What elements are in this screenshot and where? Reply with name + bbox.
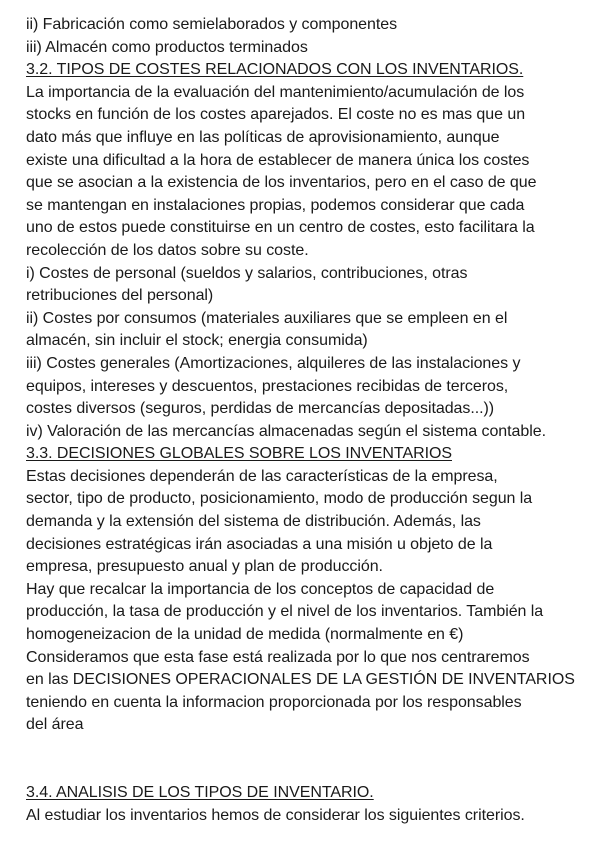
paragraph-line: homogeneizacion de la unidad de medida (normalmente en €) (26, 626, 464, 644)
paragraph-line: dato más que influye en las políticas de aprovisionamiento, aunque (26, 128, 500, 146)
list-item-line: retribuciones del personal) (26, 287, 214, 305)
paragraph-line: se mantengan en instalaciones propias, podemos considerar que cada (26, 196, 525, 214)
list-item-line: almacén, sin incluir el stock; energia consumida) (26, 332, 368, 350)
list-item-line: iii) Costes generales (Amortizaciones, alquileres de las instalaciones y (26, 354, 521, 372)
list-item-line: ii) Costes por consumos (materiales auxiliares que se empleen en el (26, 309, 508, 327)
paragraph-line: demanda y la extensión del sistema de distribución. Además, las (26, 513, 481, 531)
list-item-line: equipos, intereses y descuentos, prestaciones recibidas de terceros, (26, 377, 509, 395)
paragraph-line: Estas decisiones dependerán de las características de la empresa, (26, 467, 498, 485)
paragraph-line: Hay que recalcar la importancia de los conceptos de capacidad de (26, 580, 495, 598)
paragraph-line: sector, tipo de producto, posicionamiento, modo de producción segun la (26, 490, 533, 508)
document-page (26, 14, 592, 827)
section-heading-3-2: 3.2. TIPOS DE COSTES RELACIONADOS CON LOS INVENTARIOS. (26, 61, 524, 79)
paragraph-line: uno de estos puede constituirse en un centro de costes, esto facilitara la (26, 219, 535, 237)
intro-item: ii) Fabricación como semielaborados y componentes (26, 16, 398, 33)
paragraph-line: recolección de los datos sobre su coste. (26, 241, 309, 259)
list-item-line: iv) Valoración de las mercancías almacenadas según el sistema contable. (26, 422, 546, 440)
paragraph-line: del área (26, 716, 84, 734)
paragraph-line: producción, la tasa de producción y el nivel de los inventarios. También la (26, 603, 544, 621)
list-item-line: costes diversos (seguros, perdidas de mercancías depositadas...)) (26, 400, 495, 418)
paragraph-line: que se asocian a la existencia de los inventarios, pero en el caso de que (26, 174, 537, 192)
paragraph-line: decisiones estratégicas irán asociadas a una misión u objeto de la (26, 535, 493, 553)
paragraph-line: Al estudiar los inventarios hemos de considerar los siguientes criterios. (26, 806, 525, 824)
paragraph-line: La importancia de la evaluación del mantenimiento/acumulación de los (26, 83, 525, 101)
paragraph-line: teniendo en cuenta la informacion proporcionada por los responsables (26, 693, 522, 711)
section-heading-3-3: 3.3. DECISIONES GLOBALES SOBRE LOS INVENTARIOS (26, 445, 452, 463)
section-spacer (26, 737, 592, 782)
list-item-line: i) Costes de personal (sueldos y salarios, contribuciones, otras (26, 264, 468, 282)
paragraph-line: empresa, presupuesto anual y plan de producción. (26, 558, 383, 576)
paragraph-line: Consideramos que esta fase está realizada por lo que nos centraremos (26, 648, 530, 666)
paragraph-line: existe una dificultad a la hora de establecer de manera única los costes (26, 151, 530, 169)
paragraph-line: stocks en función de los costes aparejados. El coste no es mas que un (26, 106, 526, 124)
intro-item: iii) Almacén como productos terminados (26, 38, 308, 56)
paragraph-line: en las DECISIONES OPERACIONALES DE LA GESTIÓN DE INVENTARIOS (26, 671, 575, 689)
section-heading-3-4: 3.4. ANALISIS DE LOS TIPOS DE INVENTARIO. (26, 784, 374, 801)
